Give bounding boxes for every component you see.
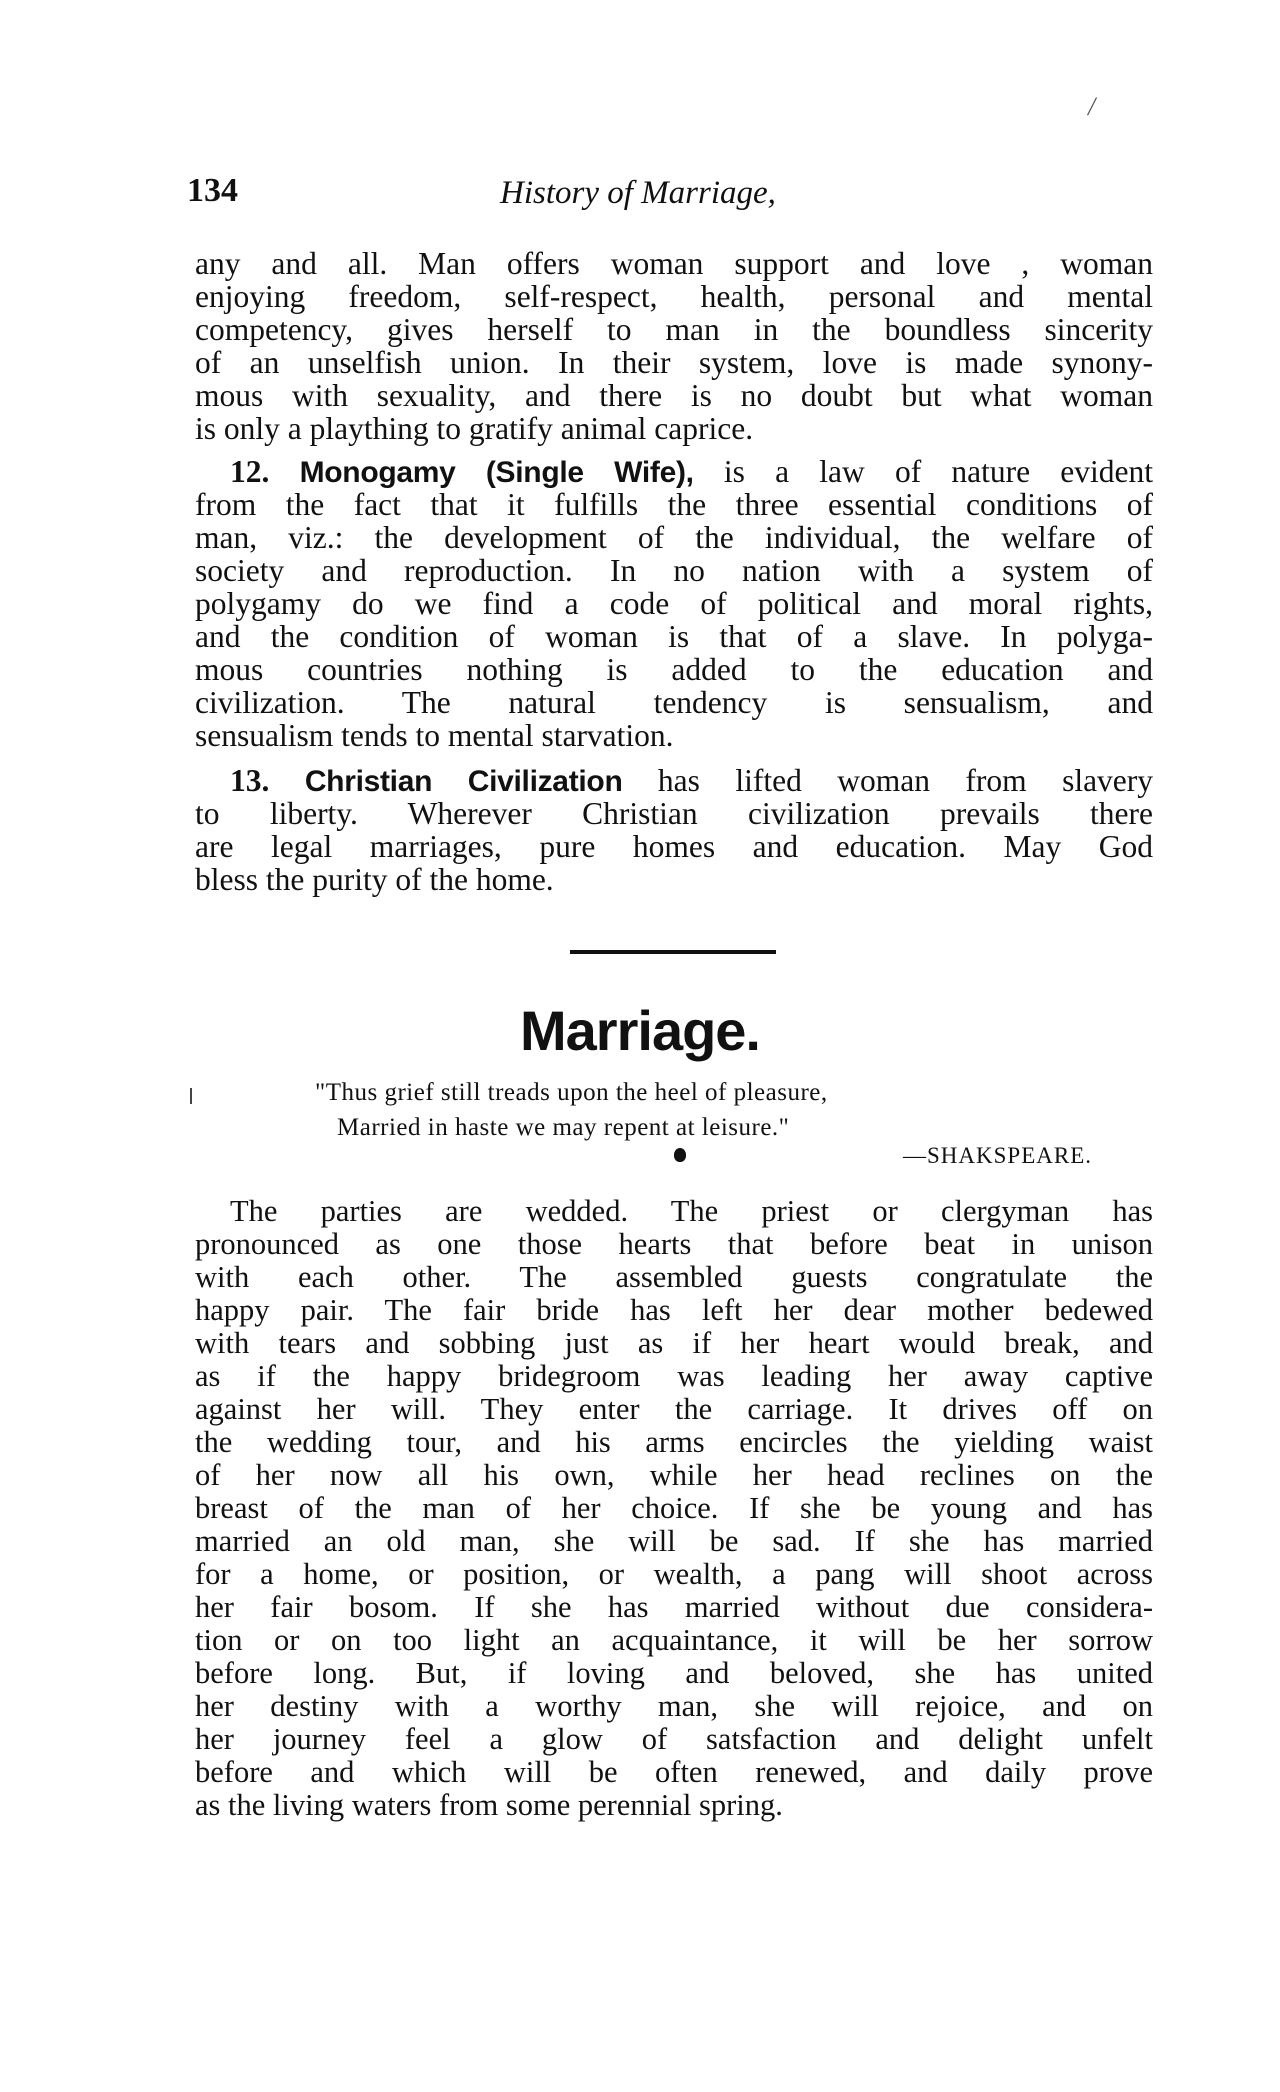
text-line: pronounced as one those hearts that before beat in unison [195, 1227, 1153, 1261]
paragraph-1 [195, 247, 1153, 445]
text-line: enjoying freedom, self-respect, health, personal and mental [195, 279, 1153, 314]
paragraph-christian-civilization [195, 764, 1153, 896]
text-line: mous countries nothing is added to the education and [195, 652, 1153, 687]
section-number: 13. [230, 763, 270, 798]
text-line: bless the purity of the home. [195, 862, 554, 897]
text-line: of an unselfish union. In their system, love is made synony- [195, 345, 1153, 380]
text-fragment: is a law of nature evident [723, 454, 1154, 489]
text-line: happy pair. The fair bride has left her dear mother bedewed [195, 1293, 1153, 1327]
text-line: before long. But, if loving and beloved, she has united [195, 1656, 1153, 1690]
text-line: with each other. The assembled guests congratulate the [195, 1260, 1153, 1294]
text-line: against her will. They enter the carriage. It drives off on [195, 1392, 1153, 1426]
text-line: as if the happy bridegroom was leading her away captive [195, 1359, 1153, 1393]
paragraph-monogamy [195, 455, 1153, 752]
epigraph-line: "Thus grief still treads upon the heel of pleasure, [315, 1079, 828, 1106]
epigraph [315, 1075, 828, 1145]
text-line: her destiny with a worthy man, she will rejoice, and on [195, 1689, 1153, 1723]
section-number: 12. [230, 454, 270, 489]
text-line: her journey feel a glow of satsfaction and delight unfelt [195, 1722, 1153, 1756]
text-line: any and all. Man offers woman support and love , woman [195, 246, 1153, 281]
page-header [187, 172, 867, 222]
ornament-icon [674, 1148, 686, 1162]
text-line: man, viz.: the development of the individual, the welfare of [195, 520, 1153, 555]
stray-mark: / [1088, 92, 1096, 121]
text-line: tion or on too light an acquaintance, it will be her sorrow [195, 1623, 1153, 1657]
text-line: for a home, or position, or wealth, a pang will shoot across [195, 1557, 1153, 1591]
text-line: mous with sexuality, and there is no doubt but what woman [195, 378, 1153, 413]
running-head: History of Marriage, [500, 175, 776, 211]
text-line: breast of the man of her choice. If she be young and has [195, 1491, 1153, 1525]
text-line: the wedding tour, and his arms encircles the yielding waist [195, 1425, 1153, 1459]
text-line: and the condition of woman is that of a slave. In polyga- [195, 619, 1153, 654]
section-title: Marriage. [520, 999, 760, 1062]
paragraph-heading: Monogamy (Single Wife), [299, 456, 694, 489]
text-line: from the fact that it fulfills the three essential conditions of [195, 487, 1153, 522]
text-line: as the living waters from some perennial spring. [195, 1788, 783, 1822]
epigraph-line: Married in haste we may repent at leisure." [337, 1114, 790, 1141]
text-line: of her now all his own, while her head reclines on the [195, 1458, 1153, 1492]
paragraph-marriage [195, 1195, 1153, 1822]
text-fragment: has lifted woman from slavery [657, 763, 1154, 798]
text-line: The parties are wedded. The priest or clergyman has [230, 1194, 1153, 1228]
text-line: polygamy do we find a code of political and moral rights, [195, 586, 1153, 621]
text-line: sensualism tends to mental starvation. [195, 718, 674, 753]
section-divider [570, 950, 776, 954]
text-line [195, 455, 1153, 488]
text-line: is only a plaything to gratify animal caprice. [195, 411, 754, 446]
text-line [195, 764, 1153, 797]
margin-mark [190, 1088, 192, 1104]
text-line: her fair bosom. If she has married without due considera- [195, 1590, 1153, 1624]
epigraph-attribution: —SHAKSPEARE. [903, 1143, 1093, 1168]
text-line: with tears and sobbing just as if her heart would break, and [195, 1326, 1153, 1360]
text-line: are legal marriages, pure homes and education. May God [195, 829, 1153, 864]
text-line: to liberty. Wherever Christian civilization prevails there [195, 796, 1153, 831]
text-line: competency, gives herself to man in the boundless sincerity [195, 312, 1153, 347]
text-line: society and reproduction. In no nation with a system of [195, 553, 1153, 588]
page-number: 134 [187, 172, 238, 209]
paragraph-heading: Christian Civilization [304, 765, 623, 798]
text-line: before and which will be often renewed, and daily prove [195, 1755, 1153, 1789]
text-line: married an old man, she will be sad. If she has married [195, 1524, 1153, 1558]
text-line: civilization. The natural tendency is sensualism, and [195, 685, 1153, 720]
